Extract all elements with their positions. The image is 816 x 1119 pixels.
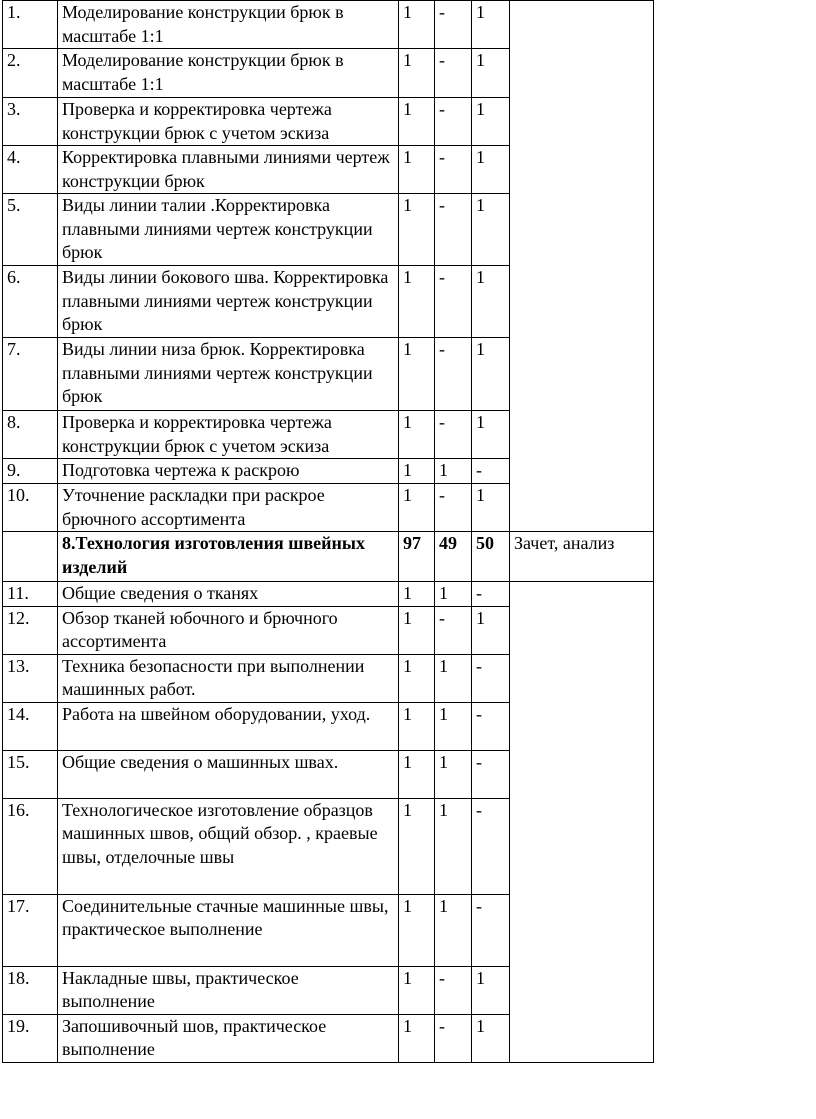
row-total-hours: 1 (399, 798, 435, 894)
row-practice-hours: 1 (472, 1014, 510, 1062)
row-topic: Соединительные стачные машинные швы, практическое выполнение (58, 894, 399, 966)
row-total-hours: 1 (399, 702, 435, 750)
row-topic: Проверка и корректировка чертежа конструкции брюк с учетом эскиза (58, 411, 399, 459)
row-practice-hours: - (472, 894, 510, 966)
row-theory-hours: - (435, 1014, 472, 1062)
row-total-hours: 1 (399, 966, 435, 1014)
row-topic: Работа на швейном оборудовании, уход. (58, 702, 399, 750)
row-theory-hours: 1 (435, 582, 472, 607)
row-number: 19. (3, 1014, 58, 1062)
row-total-hours: 1 (399, 606, 435, 654)
row-practice-hours: 50 (472, 532, 510, 582)
row-number: 12. (3, 606, 58, 654)
row-theory-hours: - (435, 411, 472, 459)
row-topic: Виды линии бокового шва. Корректировка плавными линиями чертеж конструкции брюк (58, 266, 399, 338)
row-total-hours: 1 (399, 266, 435, 338)
row-practice-hours: - (472, 798, 510, 894)
row-theory-hours: - (435, 266, 472, 338)
row-topic: Техника безопасности при выполнении машинных работ. (58, 654, 399, 702)
row-theory-hours: - (435, 98, 472, 146)
row-total-hours: 1 (399, 484, 435, 532)
table-row (3, 582, 654, 607)
row-number: 16. (3, 798, 58, 894)
result-cell-blank (510, 1, 654, 532)
row-total-hours: 1 (399, 411, 435, 459)
row-number: 15. (3, 750, 58, 798)
section-result: Зачет, анализ (510, 532, 654, 582)
row-topic: Подготовка чертежа к раскрою (58, 459, 399, 484)
row-number: 9. (3, 459, 58, 484)
row-theory-hours: - (435, 146, 472, 194)
row-topic: Общие сведения о тканях (58, 582, 399, 607)
row-practice-hours: 1 (472, 194, 510, 266)
row-topic: Виды линии низа брюк. Корректировка плавными линиями чертеж конструкции брюк (58, 338, 399, 411)
row-practice-hours: 1 (472, 606, 510, 654)
row-theory-hours: - (435, 606, 472, 654)
section-row (3, 532, 654, 582)
row-total-hours: 1 (399, 582, 435, 607)
row-practice-hours: 1 (472, 411, 510, 459)
row-number: 8. (3, 411, 58, 459)
row-number: 7. (3, 338, 58, 411)
row-total-hours: 1 (399, 459, 435, 484)
row-theory-hours: - (435, 338, 472, 411)
row-total-hours: 1 (399, 1, 435, 49)
result-cell-blank (510, 582, 654, 1063)
row-theory-hours: 1 (435, 702, 472, 750)
row-number: 1. (3, 1, 58, 49)
row-practice-hours: 1 (472, 1, 510, 49)
row-number: 11. (3, 582, 58, 607)
row-topic: Корректировка плавными линиями чертеж конструкции брюк (58, 146, 399, 194)
row-total-hours: 1 (399, 894, 435, 966)
row-theory-hours: 1 (435, 459, 472, 484)
row-topic: Обзор тканей юбочного и брючного ассортимента (58, 606, 399, 654)
row-practice-hours: 1 (472, 146, 510, 194)
row-topic: 8.Технология изготовления швейных изделий (58, 532, 399, 582)
row-theory-hours: - (435, 966, 472, 1014)
row-number: 10. (3, 484, 58, 532)
row-number: 14. (3, 702, 58, 750)
row-number: 13. (3, 654, 58, 702)
row-number (3, 532, 58, 582)
row-topic: Уточнение раскладки при раскрое брючного ассортимента (58, 484, 399, 532)
row-theory-hours: 1 (435, 750, 472, 798)
row-number: 17. (3, 894, 58, 966)
row-practice-hours: 1 (472, 484, 510, 532)
row-practice-hours: - (472, 582, 510, 607)
row-total-hours: 1 (399, 146, 435, 194)
row-topic: Накладные швы, практическое выполнение (58, 966, 399, 1014)
table-row (3, 1, 654, 49)
row-practice-hours: 1 (472, 338, 510, 411)
row-practice-hours: 1 (472, 966, 510, 1014)
row-practice-hours: 1 (472, 49, 510, 98)
row-number: 2. (3, 49, 58, 98)
row-topic: Технологическое изготовление образцов машинных швов, общий обзор. , краевые швы, отделочные швы (58, 798, 399, 894)
row-theory-hours: 1 (435, 798, 472, 894)
row-number: 3. (3, 98, 58, 146)
row-practice-hours: - (472, 702, 510, 750)
row-total-hours: 1 (399, 654, 435, 702)
row-practice-hours: - (472, 750, 510, 798)
row-topic: Моделирование конструкции брюк в масштабе 1:1 (58, 1, 399, 49)
row-theory-hours: 49 (435, 532, 472, 582)
row-total-hours: 1 (399, 98, 435, 146)
row-total-hours: 97 (399, 532, 435, 582)
row-theory-hours: - (435, 1, 472, 49)
row-theory-hours: - (435, 484, 472, 532)
row-number: 5. (3, 194, 58, 266)
row-total-hours: 1 (399, 49, 435, 98)
row-theory-hours: 1 (435, 654, 472, 702)
row-total-hours: 1 (399, 1014, 435, 1062)
row-total-hours: 1 (399, 194, 435, 266)
row-practice-hours: 1 (472, 98, 510, 146)
row-number: 18. (3, 966, 58, 1014)
row-topic: Виды линии талии .Корректировка плавными линиями чертеж конструкции брюк (58, 194, 399, 266)
row-total-hours: 1 (399, 750, 435, 798)
row-number: 6. (3, 266, 58, 338)
row-topic: Запошивочный шов, практическое выполнение (58, 1014, 399, 1062)
row-practice-hours: - (472, 459, 510, 484)
row-theory-hours: - (435, 194, 472, 266)
row-topic: Проверка и корректировка чертежа конструкции брюк с учетом эскиза (58, 98, 399, 146)
row-theory-hours: - (435, 49, 472, 98)
row-topic: Моделирование конструкции брюк в масштабе 1:1 (58, 49, 399, 98)
row-theory-hours: 1 (435, 894, 472, 966)
row-total-hours: 1 (399, 338, 435, 411)
row-number: 4. (3, 146, 58, 194)
row-practice-hours: 1 (472, 266, 510, 338)
row-topic: Общие сведения о машинных швах. (58, 750, 399, 798)
curriculum-table (2, 0, 654, 1063)
row-practice-hours: - (472, 654, 510, 702)
